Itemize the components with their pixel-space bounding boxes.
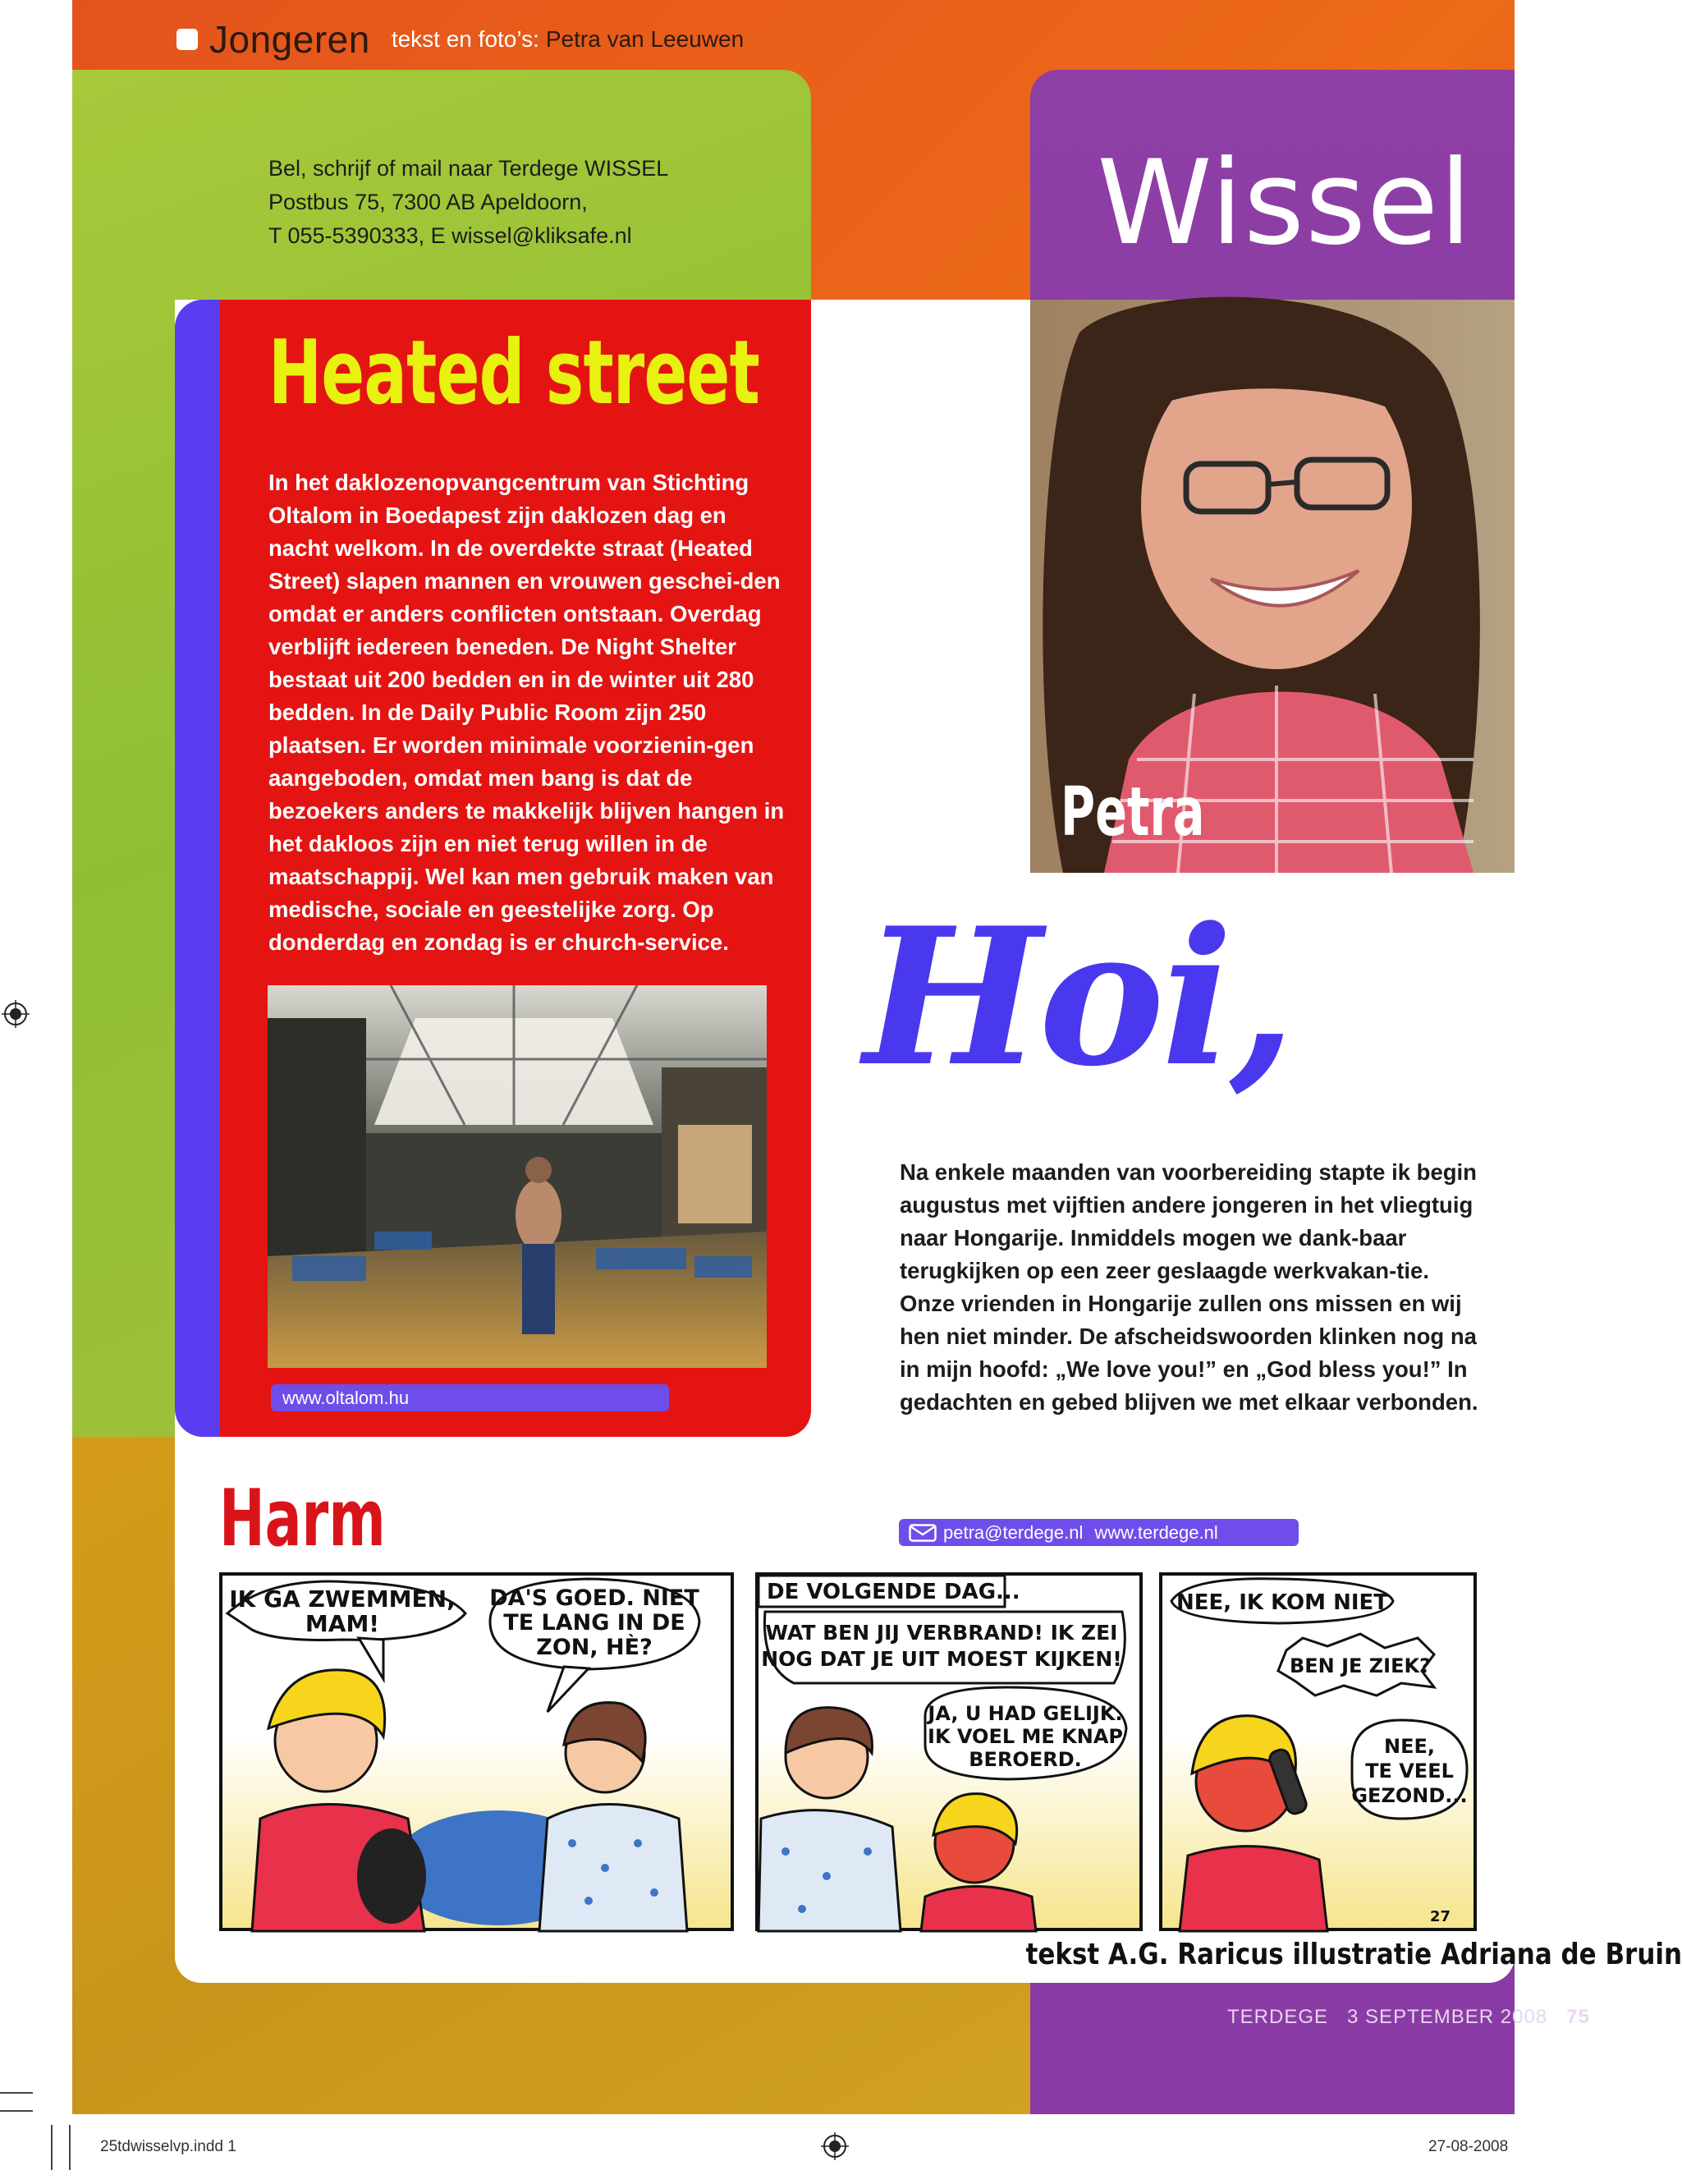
website-link[interactable]: www.oltalom.hu bbox=[271, 1384, 669, 1411]
registration-mark-icon bbox=[821, 2132, 849, 2160]
crop-mark bbox=[0, 2092, 33, 2094]
heated-street-title: Heated street bbox=[268, 322, 760, 424]
issue-date: 3 SEPTEMBER 2008 bbox=[1347, 2006, 1548, 2028]
comic-speech-text: TE VEEL bbox=[1365, 1760, 1454, 1783]
comic-speech-text: TE LANG IN DE bbox=[503, 1610, 685, 1636]
shelter-photo bbox=[268, 985, 767, 1368]
section-label: Jongeren bbox=[209, 18, 370, 61]
slug-date: 27-08-2008 bbox=[1428, 2138, 1509, 2155]
comic-caption-text: DE VOLGENDE DAG... bbox=[767, 1580, 1020, 1604]
comic-speech-text: MAM! bbox=[305, 1610, 380, 1637]
credit-prefix: tekst en foto’s: bbox=[391, 26, 539, 52]
comic-speech-text: DA'S GOED. NIET bbox=[489, 1585, 699, 1611]
comic-speech-text: ZON, HÈ? bbox=[536, 1635, 653, 1660]
registration-mark-icon bbox=[2, 1000, 30, 1028]
envelope-icon bbox=[909, 1524, 937, 1542]
comic-speech-text: IK GA ZWEMMEN, bbox=[229, 1585, 456, 1613]
crop-mark bbox=[69, 2125, 71, 2170]
magazine-name: TERDEGE bbox=[1227, 2006, 1329, 2028]
greeting-heading: Hoi, bbox=[864, 887, 1293, 1108]
credit-name: Petra van Leeuwen bbox=[545, 26, 745, 52]
comic-speech-text: NEE, IK KOM NIET bbox=[1176, 1590, 1389, 1615]
slug-filename: 25tdwisselvp.indd 1 bbox=[100, 2138, 236, 2155]
petra-body-text: Na enkele maanden van voorbereiding stapte ik begin augustus met vijftien andere jongeren in het vliegtuig naar Hongarije. Inmiddels mogen we dank-baar terugkijken op een zeer geslaagde werkvakan-tie. Onze vrienden in Hongarije zullen ons missen en wij hen niet minder. De afscheidswoorden klinken nog na in mijn hoofd: „We love you!” en „God bless you!” In gedachten en gebed blijven we met elkaar verbonden. bbox=[900, 1159, 1478, 1415]
comic-panel-3 bbox=[1161, 1574, 1475, 1931]
heated-street-body: In het daklozenopvangcentrum van Stichting Oltalom in Boedapest zijn daklozen dag en nacht welkom. In de overdekte straat (Heated Street) slapen mannen en vrouwen geschei-den omdat er anders conflicten ontstaan. Overdag verblijft iedereen beneden. De Night Shelter bestaat uit 200 bedden en in de winter uit 280 bedden. In de Daily Public Room zijn 250 plaatsen. Er worden minimale voorzienin-gen aangeboden, omdat men bang is dat de bezoekers anders te makkelijk blijven hangen in het dakloos zijn en niet terug willen in de maatschappij. Wel kan men gebruik maken van medische, sociale en geestelijke zorg. Op donderdag en zondag is er church-service. bbox=[268, 470, 785, 955]
violet-side-bar bbox=[175, 300, 224, 1437]
contact-info bbox=[268, 152, 777, 253]
petra-name-label: Petra bbox=[1061, 773, 1205, 851]
comic-title: Harm bbox=[219, 1474, 386, 1564]
comic-panel-1 bbox=[221, 1574, 732, 1931]
contact-line: T 055-5390333, E wissel@kliksafe.nl bbox=[268, 223, 632, 248]
comic-speech-text: JA, U HAD GELIJK. bbox=[928, 1702, 1123, 1725]
crop-mark bbox=[0, 2110, 33, 2112]
comic-strip bbox=[219, 1572, 1478, 1931]
contact-line: Bel, schrijf of mail naar Terdege WISSEL bbox=[268, 156, 669, 181]
comic-signature: 27 bbox=[1429, 1908, 1451, 1925]
comic-speech-text: BEROERD. bbox=[969, 1748, 1082, 1771]
section-marker-icon bbox=[176, 29, 198, 50]
website-link[interactable]: www.terdege.nl bbox=[1094, 1521, 1218, 1543]
crop-mark bbox=[51, 2125, 53, 2170]
page-number: 75 bbox=[1566, 2006, 1590, 2028]
contact-links-bar bbox=[899, 1519, 1299, 1546]
comic-credit: tekst A.G. Raricus illustratie Adriana de Bruin bbox=[1025, 1938, 1682, 1971]
comic-speech-text: NOG DAT JE UIT MOEST KIJKEN! bbox=[761, 1647, 1122, 1671]
page-folio bbox=[1227, 2006, 1590, 2029]
comic-speech-text: BEN JE ZIEK? bbox=[1289, 1654, 1432, 1677]
comic-speech-text: GEZOND... bbox=[1351, 1784, 1468, 1807]
contact-line: Postbus 75, 7300 AB Apeldoorn, bbox=[268, 190, 588, 214]
comic-speech-text: WAT BEN JIJ VERBRAND! IK ZEI bbox=[765, 1621, 1118, 1645]
comic-panel-2 bbox=[757, 1574, 1141, 1931]
page-header bbox=[176, 15, 744, 64]
column-title: Wissel bbox=[1097, 135, 1473, 271]
comic-speech-text: IK VOEL ME KNAP bbox=[928, 1725, 1123, 1748]
email-link[interactable]: petra@terdege.nl bbox=[943, 1521, 1084, 1543]
comic-speech-text: NEE, bbox=[1384, 1735, 1435, 1758]
